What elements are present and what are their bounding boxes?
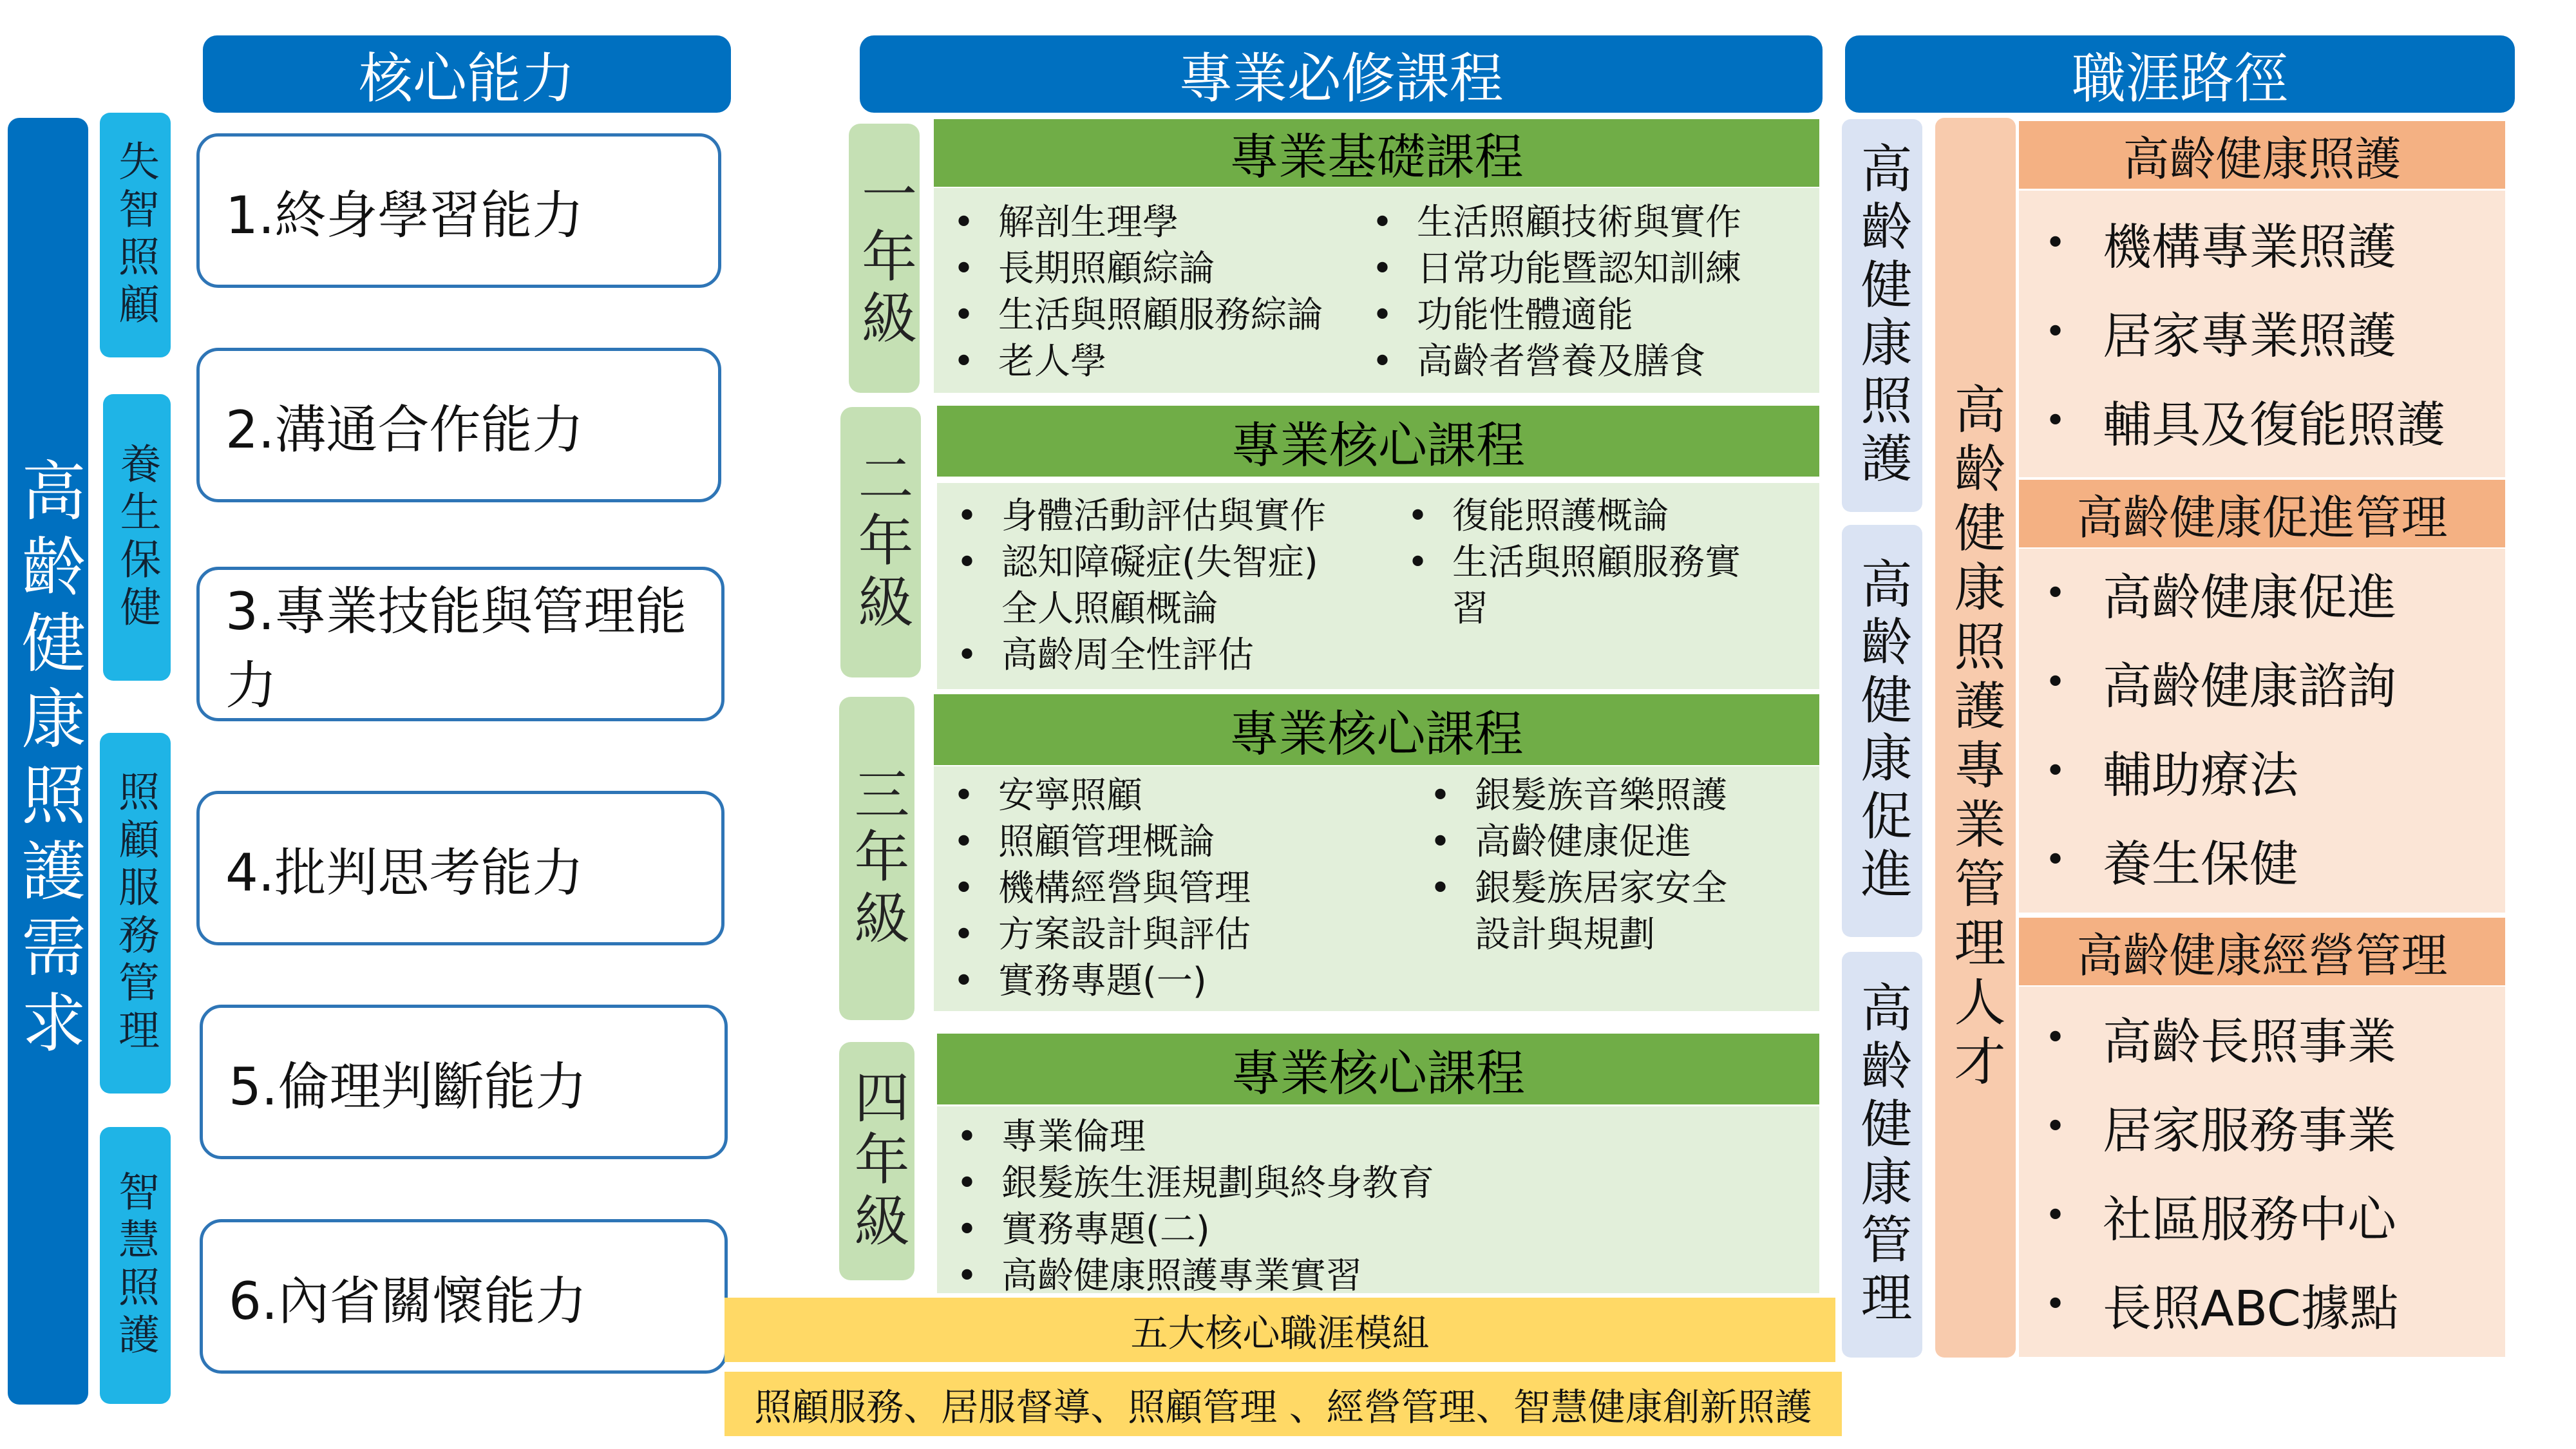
core-modules-items: 照顧服務、居服督導、照顧管理 、經營管理、智慧健康創新照護 (724, 1372, 1842, 1436)
list-item: • 高齡健康照護專業實習 (937, 1253, 1434, 1300)
header-career-path: 職涯路徑 (1845, 35, 2515, 113)
list-item: • 認知障礙症(失智症) (937, 540, 1326, 586)
list-item: • 社區服務中心 (2019, 1171, 2505, 1260)
career-track-promotion (1842, 525, 1922, 937)
career-group-title: 高齡健康促進管理 (2019, 480, 2505, 547)
list-item: 設計與規劃 (1475, 914, 1655, 956)
course-list-right (1388, 493, 1741, 632)
list-item: • 實務專題(一) (934, 958, 1251, 1005)
list-item: • 解剖生理學 (934, 200, 1323, 246)
capability-box: 1.終身學習能力 (196, 133, 721, 288)
list-item: • 輔助療法 (2019, 726, 2505, 815)
header-required-courses: 專業必修課程 (860, 35, 1823, 113)
list-item: • 日常功能暨認知訓練 (1352, 246, 1741, 292)
course-list-left (934, 773, 1251, 1005)
list-item: • 機構經營與管理 (934, 866, 1251, 912)
capability-box: 5.倫理判斷能力 (200, 1005, 728, 1159)
talent-bar (1935, 118, 2016, 1358)
list-item: • 高齡周全性評估 (937, 632, 1326, 679)
side-tag-text: 智慧照護 (111, 1170, 159, 1361)
list-item: • 老人學 (934, 339, 1323, 385)
list-item: • 生活與照顧服務綜論 (934, 292, 1323, 339)
list-item: • 銀髮族生涯規劃與終身教育 (937, 1160, 1434, 1207)
side-tag-health-preservation (103, 394, 171, 681)
list-item: • 功能性體適能 (1352, 292, 1741, 339)
talent-text: 高齡健康照護專業管理人才 (1946, 382, 2005, 1094)
core-modules-title: 五大核心職涯模組 (724, 1298, 1835, 1362)
list-item: • 高齡健康諮詢 (2019, 638, 2505, 726)
list-item: 全人照顧概論 (1001, 588, 1218, 630)
year-label-2 (840, 407, 921, 677)
career-group-body (2019, 987, 2505, 1357)
career-track-text: 高齡健康管理 (1852, 981, 1912, 1329)
side-tag-smart-care (100, 1127, 171, 1404)
list-item: • 安寧照顧 (934, 773, 1251, 819)
course-list-right (1410, 773, 1727, 958)
career-track-management (1842, 952, 1922, 1358)
capability-box: 3.專業技能與管理能力 (196, 567, 724, 721)
course-list-left (934, 200, 1323, 385)
list-item: • 照顧管理概論 (934, 819, 1251, 866)
course-group-title: 專業核心課程 (937, 1034, 1819, 1104)
career-track-text: 高齡健康照護 (1852, 142, 1912, 489)
career-track-care (1842, 119, 1922, 512)
list-item: 習 (1452, 588, 1488, 630)
career-group-body (2019, 191, 2505, 477)
capability-box: 4.批判思考能力 (196, 791, 724, 945)
course-list-left (937, 493, 1326, 679)
career-list (2019, 191, 2505, 465)
capability-box: 2.溝通合作能力 (196, 348, 721, 502)
career-group-title: 高齡健康經營管理 (2019, 918, 2505, 985)
year-label-text: 二年級 (848, 450, 913, 635)
career-group-body (2019, 549, 2505, 913)
list-item: • 長照ABC據點 (2019, 1260, 2505, 1349)
list-item: • 輔具及復能照護 (2019, 376, 2505, 465)
list-item: • 養生保健 (2019, 815, 2505, 904)
year-label-text: 三年級 (844, 766, 909, 951)
list-item: • 專業倫理 (937, 1114, 1434, 1160)
list-item: • 高齡健康促進 (2019, 549, 2505, 638)
year-label-text: 一年級 (852, 166, 916, 351)
course-group-body (934, 188, 1819, 393)
list-item: • 復能照護概論 (1388, 493, 1741, 540)
list-item: • 高齡者營養及膳食 (1352, 339, 1741, 385)
side-tag-text: 養生保健 (113, 442, 161, 633)
list-item: • 居家服務事業 (2019, 1082, 2505, 1171)
year-label-text: 四年級 (844, 1068, 909, 1254)
left-bar-text: 高齡健康照護需求 (10, 457, 86, 1065)
header-core-capabilities: 核心能力 (203, 35, 731, 113)
list-item: • 生活照顧技術與實作 (1352, 200, 1741, 246)
list-item: • 居家專業照護 (2019, 287, 2505, 376)
capability-box: 6.內省關懷能力 (200, 1219, 728, 1374)
list-item: • 生活與照顧服務實 (1388, 540, 1741, 586)
course-group-body (934, 766, 1819, 1011)
course-list-right (1352, 200, 1741, 385)
year-label-1 (849, 124, 920, 393)
list-item: • 高齡長照事業 (2019, 993, 2505, 1082)
career-list (2019, 549, 2505, 904)
course-group-title: 專業基礎課程 (934, 119, 1819, 187)
course-group-body (937, 1106, 1819, 1297)
list-item: • 實務專題(二) (937, 1207, 1434, 1253)
list-item: • 長期照顧綜論 (934, 246, 1323, 292)
career-group-title: 高齡健康照護 (2019, 121, 2505, 189)
list-item: • 銀髮族音樂照護 (1410, 773, 1727, 819)
career-list (2019, 987, 2505, 1349)
side-tag-text: 照顧服務管理 (111, 770, 159, 1056)
list-item: • 高齡健康促進 (1410, 819, 1727, 866)
list-item: • 身體活動評估與實作 (937, 493, 1326, 540)
course-list-left (937, 1114, 1434, 1300)
list-item: • 機構專業照護 (2019, 198, 2505, 287)
left-bar-elderly-care-needs (8, 118, 88, 1405)
side-tag-text: 失智照顧 (111, 140, 159, 330)
course-group-body (937, 483, 1819, 689)
career-track-text: 高齡健康促進 (1852, 557, 1912, 905)
side-tag-care-service-management (100, 733, 171, 1094)
year-label-4 (839, 1042, 914, 1280)
list-item: • 方案設計與評估 (934, 912, 1251, 958)
year-label-3 (839, 697, 914, 1020)
list-item: • 銀髮族居家安全 (1410, 866, 1727, 912)
side-tag-dementia-care (100, 113, 171, 357)
course-group-title: 專業核心課程 (937, 406, 1819, 477)
course-group-title: 專業核心課程 (934, 694, 1819, 765)
